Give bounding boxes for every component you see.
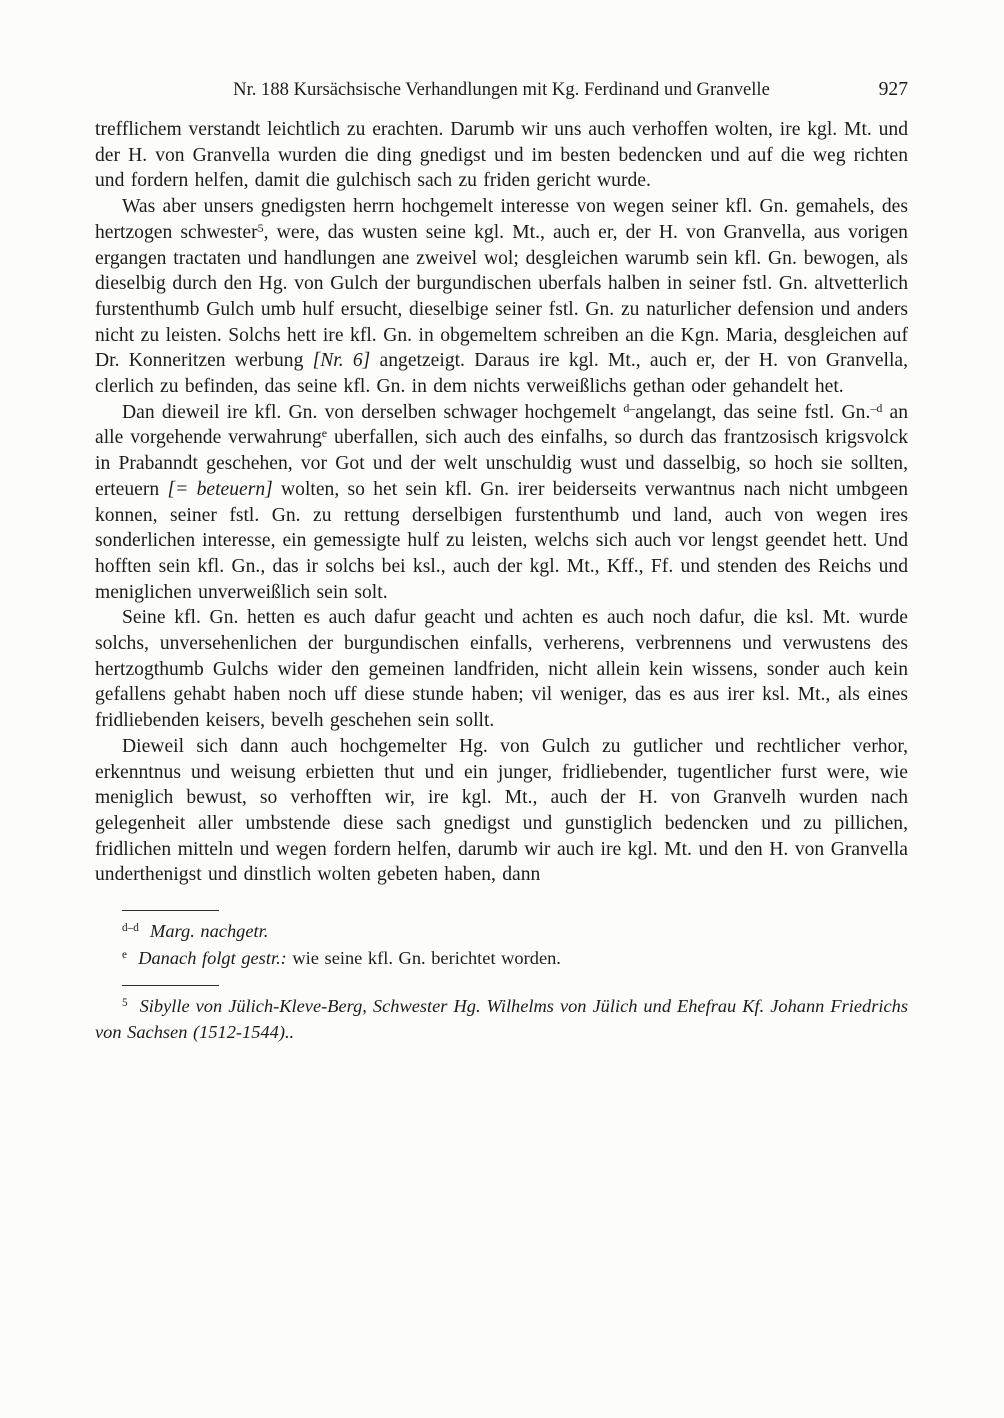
text-segment: [Nr. 6] [312,350,371,372]
text-segment: Dan dieweil ire kfl. Gn. von derselben schwager hochgemelt [122,401,624,423]
footnote-divider [122,985,219,986]
running-header [95,78,908,102]
footnote [95,993,908,1047]
text-segment: Seine kfl. Gn. hetten es auch dafur geacht und achten es auch noch dafur, die ksl. Mt. wurde solchs, unversehenlichen der burgundischen einfalls, verherens, verbrennens und verwustens des hertzogthumb Gulchs wider den gemeinen landfriden, nicht allein kein wissens, sonder auch kein gefallens gehabt haben noch uff diese stunde haben; vil weniger, das es aus irer ksl. Mt., als eines fridliebenden keisers, bevelh geschehen sein sollt. [95,607,908,732]
apparatus-divider [122,910,219,911]
superscript-marker: d–d [122,922,139,935]
text-segment: uberfallen, sich auch des einfalhs, so durch das frantzosisch krigsvolck in Prabanndt geschehen, vor Got und der welt unschuldig wust und dasselbig, so hoch sie sollten, erteuern [95,427,908,500]
text-segment: angetzeigt. Daraus ire kgl. Mt., auch er, der H. von Granvella, clerlich zu befinden, das seine kfl. Gn. in dem nichts verweißlichs gethan oder gehandelt het. [95,350,908,398]
apparatus-notes [95,918,908,972]
superscript-marker: –d [870,400,883,415]
footnote-notes [95,993,908,1047]
superscript-marker: e [122,949,127,962]
running-title: Nr. 188 Kursächsische Verhandlungen mit Kg. Ferdinand und Granvelle [233,79,770,100]
text-segment: Sibylle von Jülich-Kleve-Berg, Schwester Hg. Wilhelms von Jülich und Ehefrau Kf. Johann Friedrichs von Sachsen (1512-1544).. [95,995,908,1043]
superscript-marker: e [321,426,328,441]
text-segment: Marg. nachgetr. [150,921,269,942]
text-segment: wolten, so het sein kfl. Gn. irer beiderseits verwantnus nach nicht umbgeen konnen, seiner fstl. Gn. zu rettung derselbigen furstenthumb und land, auch von wegen ires sonderlichen interesse, ein gemessigte hulf zu leisten, welchs sich auch vor lengst geendet hett. Und hofften sein kfl. Gn., das ir solchs bei ksl., auch der kgl. Mt., Kff., Ff. und stenden des Reichs und meniglichen unverweißlich sein solt. [95,478,908,603]
text-segment: Dieweil sich dann auch hochgemelter Hg. von Gulch zu gutlicher und rechtlicher verhor, erkenntnus und weisung erbietten thut und ein junger, fridliebender, tugentlicher furst were, wie meniglich bewust, so verhofften wir, ire kgl. Mt., auch der H. von Granvelh wurden nach gelegenheit aller umbstende diese sach gnedigst und gunstiglich bedencken und zu pillichen, fridlichen mitteln und wegen fordern helfen, darumb wir auch ire kgl. Mt. und den H. von Granvella underthenigst und dinstlich wolten gebeten haben, dann [95,735,908,886]
text-segment: an alle vorgehende verwahrung [95,401,909,449]
paragraph [95,734,908,888]
apparatus-note [95,945,908,972]
paragraph [95,117,908,194]
text-segment [127,948,138,968]
superscript-marker: d– [623,400,636,415]
paragraph [95,194,908,400]
page-number: 927 [878,79,908,100]
text-segment [139,921,150,941]
text-segment: Danach folgt gestr.: [138,947,287,968]
apparatus-section [95,910,908,972]
text-segment [128,996,140,1016]
superscript-marker: 5 [257,220,264,235]
superscript-marker: 5 [122,997,128,1010]
text-segment: angelangt, das seine fstl. Gn. [635,401,871,423]
text-segment: wie seine kfl. Gn. berichtet worden. [286,947,561,968]
paragraph [95,400,908,606]
paragraph [95,605,908,734]
footnote-section [95,985,908,1047]
apparatus-note [95,918,908,945]
text-segment: trefflichem verstandt leichtlich zu erachten. Darumb wir uns auch verhoffen wolten, ire kgl. Mt. und der H. von Granvella wurden die ding gnedigst und im besten bedencken und auf die weg richten und fordern helfen, damit die gulchisch sach zu friden gericht wurde. [95,119,908,192]
text-segment: , were, das wusten seine kgl. Mt., auch er, der H. von Granvella, aus vorigen ergangen tractaten und handlungen ane zweivel wol; desgleichen warumb sein kfl. Gn. bewogen, als dieselbig durch den Hg. von Gulch der burgundischen uberfals halben in seiner fstl. Gn. altvetterlich furstenthumb Gulch umb hulf ersucht, dieselbige seiner fstl. Gn. zu naturlicher defension und anders nicht zu leisten. Solchs hett ire kfl. Gn. in obgemeltem schreiben an die Kgn. Maria, desgleichen auf Dr. Konneritzen werbung [95,221,908,372]
body-text [95,117,908,888]
text-segment: [= beteuern] [167,478,273,500]
text-segment: Was aber unsers gnedigsten herrn hochgemelt interesse von wegen seiner kfl. Gn. gemahels, des hertzogen schwester [95,196,908,243]
